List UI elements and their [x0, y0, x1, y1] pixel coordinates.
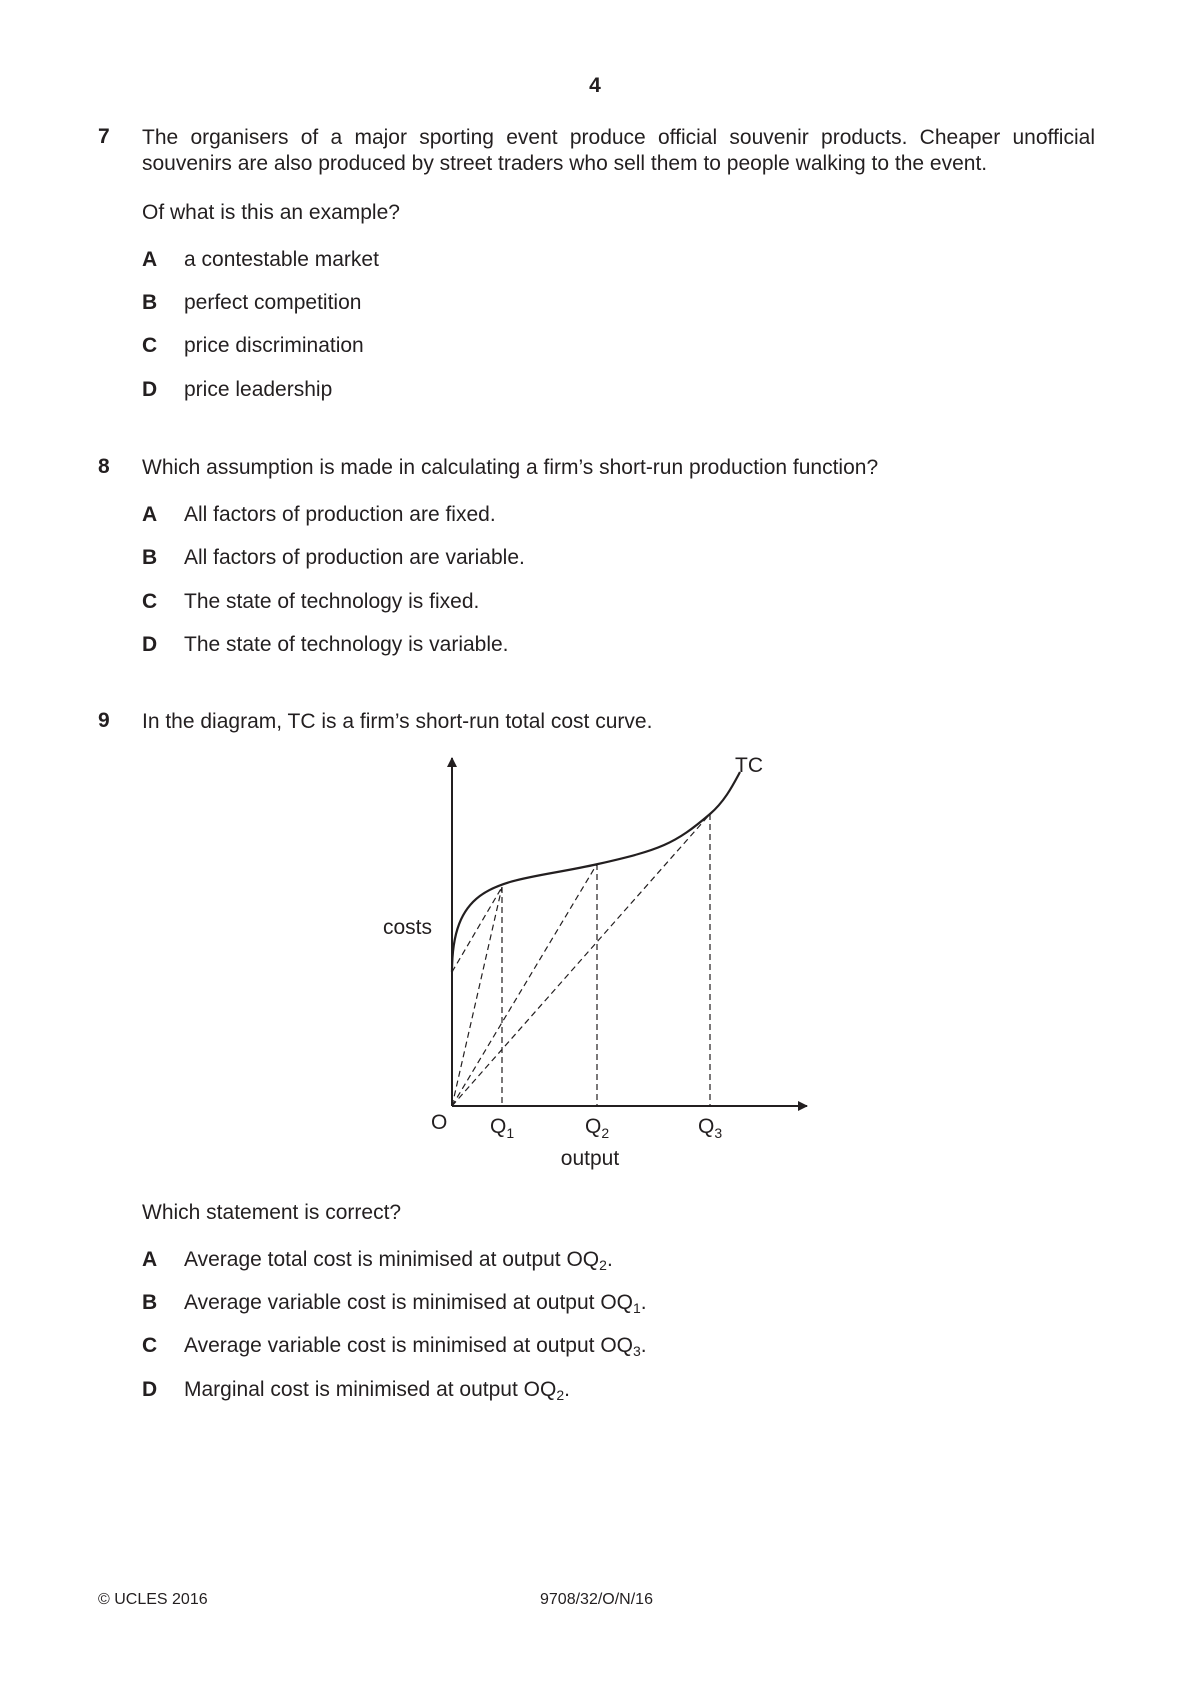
q2-label: $Q_2$ — [585, 1115, 610, 1141]
question-8-option-c — [142, 589, 479, 615]
option-end: . — [640, 1291, 647, 1314]
question-7-option-b — [142, 290, 361, 316]
ray-to-q3 — [452, 814, 710, 1106]
origin-label: O — [431, 1111, 448, 1134]
option-text: price discrimination — [184, 334, 364, 357]
total-cost-diagram — [360, 744, 820, 1184]
question-9-option-d — [142, 1377, 570, 1403]
tc-label: TC — [735, 754, 763, 777]
option-letter: D — [142, 633, 158, 656]
question-9-prompt: Which statement is correct? — [142, 1201, 402, 1224]
question-9-number: 9 — [98, 709, 110, 732]
option-letter: D — [142, 1378, 158, 1401]
option-text: The state of technology is fixed. — [184, 590, 480, 613]
question-8-option-d — [142, 632, 509, 658]
option-subscript: 3 — [633, 1343, 641, 1359]
footer-copyright: © UCLES 2016 — [98, 1591, 208, 1608]
option-letter: B — [142, 1291, 158, 1314]
option-letter: A — [142, 248, 158, 271]
question-7-option-c — [142, 333, 364, 359]
question-9-option-a — [142, 1247, 613, 1273]
option-text: a contestable market — [184, 248, 379, 271]
option-letter: A — [142, 1248, 158, 1271]
option-subscript: 2 — [556, 1387, 565, 1403]
option-letter: C — [142, 334, 158, 357]
question-8-option-b — [142, 545, 525, 571]
question-8-stem: Which assumption is made in calculating a firm’s short-run production function? — [142, 456, 879, 479]
option-letter: C — [142, 590, 158, 613]
option-text: perfect competition — [184, 291, 362, 314]
option-text: All factors of production are fixed. — [184, 503, 496, 526]
question-9-stem: In the diagram, TC is a firm’s short-run total cost curve. — [142, 710, 653, 733]
page-number: 4 — [589, 74, 601, 97]
option-text: Average total cost is minimised at output OQ — [184, 1248, 600, 1271]
tc-curve — [452, 772, 740, 972]
question-9-option-b — [142, 1290, 647, 1316]
question-7-option-a — [142, 247, 379, 273]
ray-to-q1 — [452, 887, 502, 1106]
footer-paper-code: 9708/32/O/N/16 — [540, 1591, 653, 1608]
question-7-prompt: Of what is this an example? — [142, 201, 400, 224]
q3-label: $Q_3$ — [698, 1115, 723, 1141]
option-letter: C — [142, 1334, 158, 1357]
option-subscript: 2 — [599, 1257, 607, 1273]
question-7-number: 7 — [98, 125, 110, 148]
question-9-option-c — [142, 1333, 647, 1359]
option-letter: B — [142, 546, 158, 569]
ray-from-intercept — [452, 887, 502, 972]
option-text: price leadership — [184, 378, 333, 401]
option-end: . — [606, 1248, 613, 1271]
q1-label: $Q_1$ — [490, 1115, 515, 1141]
output-axis-label: output — [560, 1147, 620, 1170]
option-text: The state of technology is variable. — [184, 633, 509, 656]
question-7-stem: The organisers of a major sporting event produce official souvenir products. Cheaper unofficial souvenirs are also produced by street traders who sell them to people walking to the event. — [142, 126, 1095, 175]
option-letter: D — [142, 378, 158, 401]
question-8-number: 8 — [98, 455, 110, 478]
option-letter: B — [142, 291, 158, 314]
option-end: . — [640, 1334, 647, 1357]
option-text: All factors of production are variable. — [184, 546, 525, 569]
option-subscript: 1 — [633, 1300, 641, 1316]
question-8-option-a — [142, 502, 496, 528]
option-end: . — [564, 1378, 570, 1401]
option-text: Marginal cost is minimised at output OQ — [184, 1378, 557, 1401]
option-letter: A — [142, 503, 158, 526]
costs-axis-label: costs — [383, 916, 433, 939]
option-text: Average variable cost is minimised at output OQ — [184, 1291, 633, 1314]
option-text: Average variable cost is minimised at output OQ — [184, 1334, 633, 1357]
question-7-option-d — [142, 377, 332, 403]
